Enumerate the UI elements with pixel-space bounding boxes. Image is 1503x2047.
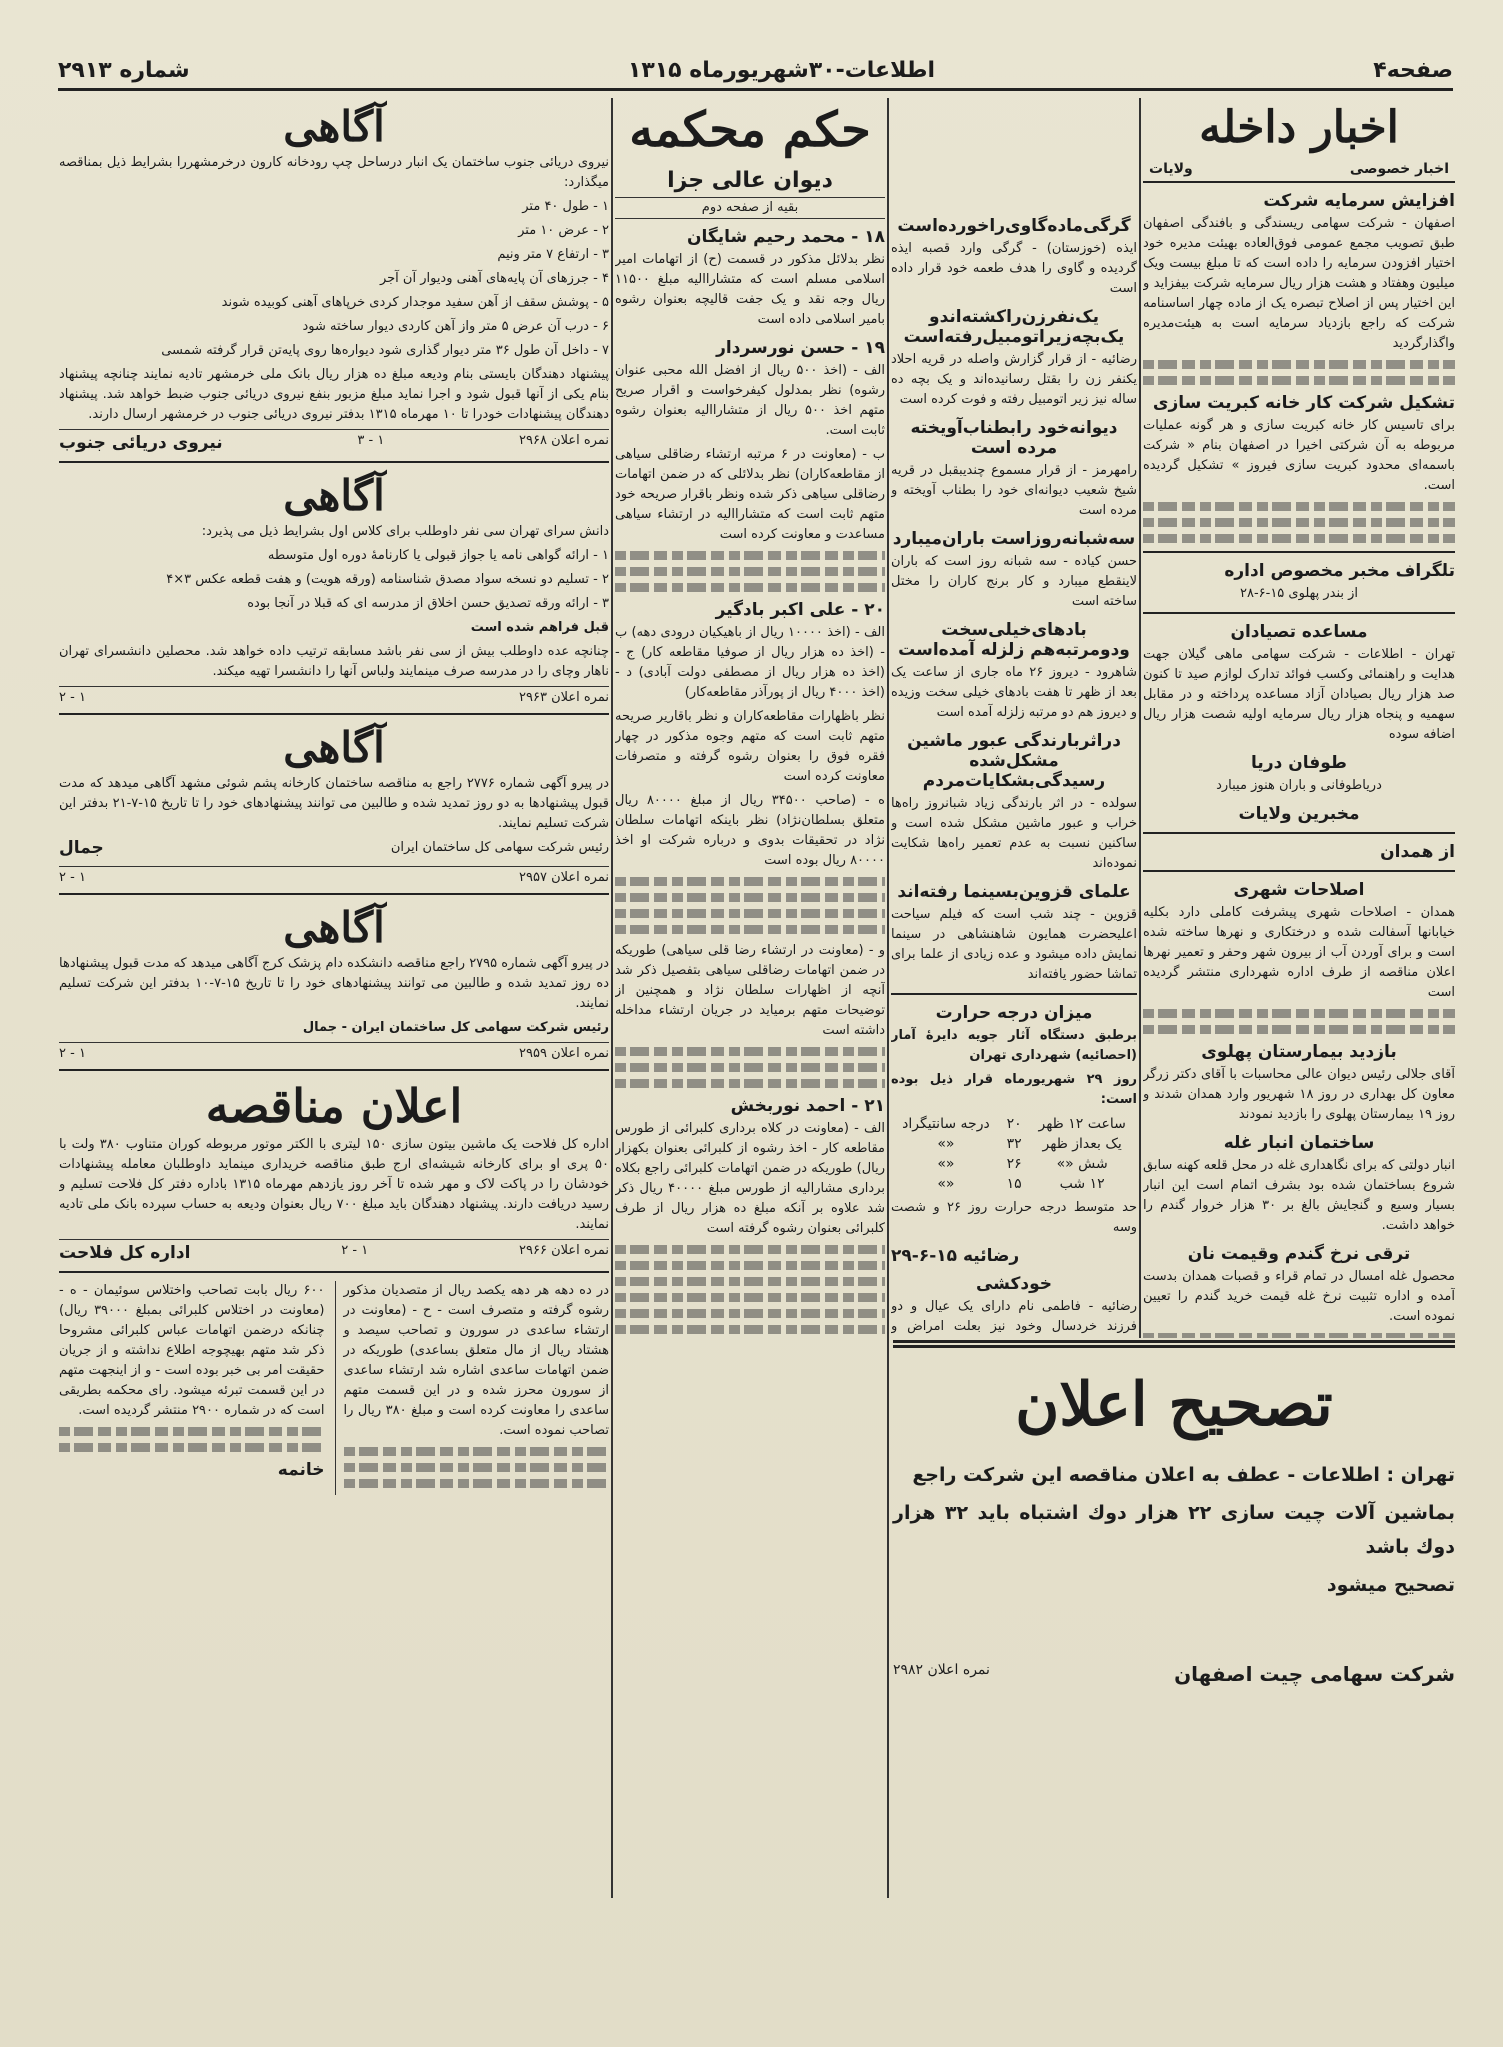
section-title-court-verdict: حکم محکمه [629, 102, 871, 158]
article-fishermen-aid: تهران - اطلاعات - شرکت سهامی ماهی گیلان جهت هدایت و راهنمائی وکسب فوائد تدارک لوازم صید تا کنون صد هزار ریال بصیادان آزاد مساعده پرداخته و در مقابل سهمیه و پنجاه هزار ریال سرمایه اولیه شصت هزار ریال اضافه سوده [1143, 647, 1455, 742]
correction-line-3: تصحیح میشود [1326, 1574, 1455, 1596]
ad-2-item: ۱ - ارائه گواهی نامه یا جواز قبولی یا کارنامهٔ دوره اول متوسطه [267, 548, 609, 563]
article-city-reforms: همدان - اصلاحات شهری پیشرفت کاملی دارد بکلیه خیابانها آسفالت شده و درختکاری و نهرها ساخته شده است و برای آوردن آب از بیرون شهر وحفر و تعمیر نهرها اعلان مناقصه از طرف اداره شهرداری منتشر گردیده است [1143, 905, 1455, 1000]
table-row [891, 1174, 1137, 1194]
headline-suicide: خودکشی [975, 1274, 1053, 1294]
ad-5-sequence: ۱ - ۲ [341, 1243, 369, 1258]
ad-2-item: ۳ - ارائه ورقه تصدیق حسن اخلاق از مدرسه ای که قبلا در آنجا بوده [247, 596, 609, 611]
column-provinces [891, 98, 1137, 1338]
ad-1-body: نیروی دریائی جنوب ساختمان یک انبار درساحل چپ رودخانه کارون درخرمشهررا بشرایط ذیل بمناقصه میگذارد: [59, 155, 609, 190]
page-number: صفحه۴ [1373, 57, 1453, 83]
headline-woman-killed: یک‌نفرزن‌راکشته‌اندو یک‌بچه‌زیراتومبیل‌رفته‌است [903, 307, 1125, 347]
table-cell: «» [937, 1176, 955, 1192]
article-hospital-visit: آقای جلالی رئیس دیوان عالی محاسبات با آقای دکتر زرگر معاون کل بهداری در روز ۱۸ شهریور وارد همدان شدند و روز ۱۹ بیمارستان پهلوی را بازدید نمودند [1143, 1067, 1455, 1122]
ad-1-title: آگاهی [283, 102, 385, 151]
ad-1-item: ۵ - پوشش سقف از آهن سفید موجدار کردی خرپاهای آهنی کوبیده شوند [221, 295, 609, 310]
headline-cinema: علمای قزوین‌بسینما رفته‌اند [897, 882, 1131, 902]
item-21-body: الف - (معاونت در کلاه برداری کلبرائی از طورس مقاطعه کار - اخذ رشوه از کلبرائی بعنوان بکهزار ریال) طوریکه در ضمن اتهامات کلبرائی راجع بکلاه برداری مشارالیه از طورس مبلغ ۴۰۰۰۰ ریال ذکر شد علاوه بر آنکه مبلغ ده هزار ریال از طرف کلبرائی بعنوان رشوه گرفته است [615, 1121, 885, 1236]
subtitle-supreme-court: دیوان عالی جزا [667, 168, 833, 193]
table-cell: ۲۰ [1006, 1116, 1022, 1132]
article-woman-killed: رضائیه - از قرار گزارش واصله در قریه احلاد یکنفر زن را بقتل رسانیده‌اند و یک بچه ده ساله نیز زیر اتومبیل رفته و فوت کرده است [891, 352, 1137, 407]
correction-line-2: بماشین آلات چیت سازی ۲۲ هزار دوك اشتباه باید ۳۲ هزار دوك باشد [893, 1502, 1455, 1558]
ad-4-signature: رئیس شرکت سهامی کل ساختمان ایران - جمال [302, 1020, 609, 1035]
ad-1-notice-number: نمره اعلان ۲۹۶۸ [519, 433, 609, 448]
item-19-title: ۱۹ - حسن نورسردار [716, 338, 885, 358]
table-cell: «» [937, 1136, 955, 1152]
continued-note: بقیه از صفحه دوم [615, 197, 885, 219]
correction-title: تصحیح اعلان [1015, 1370, 1333, 1440]
divider [893, 1340, 1455, 1343]
table-cell: شش «» [1056, 1156, 1108, 1172]
item-20-title: ۲۰ - علی اکبر بادگیر [715, 600, 885, 620]
headline-city-reforms: اصلاحات شهری [1233, 880, 1365, 900]
article-capital-increase: اصفهان - شرکت سهامی ریسندگی و بافندگی اصفهان طبق تصویب مجمع عمومی فوق‌العاده بهیئت مدیره خود اختیار افزودن سرمایه را داده است که تا مبلغ بیست ویک میلیون وهفتاد و هشت هزار ریال سرمایه شرکت بیفزاید و این اختیار پس از اصلاح تبصره یک از ماده چهار اساسنامه شرکت که راجع بازدیاد سرمایه است به هیئت‌مدیره واگذارگردید [1143, 216, 1455, 351]
page-header [58, 52, 1453, 91]
issue-number: شماره ۲۹۱۳ [58, 57, 190, 83]
headline-provincial-reporters: مخبرین ولایات [1238, 804, 1360, 824]
headline-hospital-visit: بازدید بیمارستان پهلوی [1201, 1042, 1397, 1062]
item-20-body-d: و - (معاونت در ارتشاء رضا قلی سیاهی) طوریکه در ضمن اتهامات رضاقلی سیاهی بتفصیل ذکر شد آنچه از اظهارات سلطان نژاد و همچنین از توضیحات متهم برمیاید در جریان ارتشاء مداخله داشته است [615, 943, 885, 1038]
ad-2-sequence: ۱ - ۲ [59, 690, 86, 705]
temperature-table [891, 1114, 1137, 1194]
section-title-domestic-news: اخبار داخله [1199, 102, 1399, 153]
table-row [891, 1134, 1137, 1154]
ad-1-sequence: ۱ - ۳ [357, 433, 385, 448]
ad-3-signature: رئیس شرکت سهامی کل ساختمان ایران [390, 840, 609, 855]
ad-3-notice-number: نمره اعلان ۲۹۵۷ [519, 870, 609, 885]
item-18-title: ۱۸ - محمد رحیم شایگان [686, 227, 885, 247]
tag-private-news: اخبار خصوصی [1349, 161, 1449, 177]
article-grain-warehouse: انبار دولتی که برای نگاهداری غله در محل قلعه کهنه سابق شروع بساختمان شده بود بشرف اتمام است این انبار بسیار وسیع و گنجایش بالغ بر ۳۰ هزار خروار گندم را خواهد داشت. [1143, 1158, 1455, 1233]
ad-2-item: ۲ - تسلیم دو نسخه سواد مصدق شناسنامه (ورقه هویت) و هفت قطعه عکس ۳×۴ [166, 572, 609, 587]
article-wheat-price: محصول غله امسال در تمام قراء و قصبات همدان بدست آمده و اداره تثبیت نرخ غله قیمت خرید گندم را تعیین نموده است. [1143, 1269, 1455, 1324]
dateline-bandar-pahlavi: از بندر پهلوی ۱۵-۶-۲۸ [1239, 586, 1359, 601]
item-19-body-a: الف - (اخذ ۵۰۰ ریال از افضل الله محبی عنوان رشوه) نظر بمدلول کیفرخواست و اقرار صریح متهم اخذ ۵۰۰ ریال از متشاراالیه بعنوان رشوه ثابت است. [615, 363, 885, 438]
article-cinema: قزوین - چند شب است که فیلم سیاحت اعلیحضرت همایون شاهنشاهی در سینما نمایش داده میشود و عده زیادی از علما برای تماشا حضور یافته‌اند [891, 907, 1137, 982]
masthead-date: اطلاعات-۳۰شهریورماه ۱۳۱۵ [627, 57, 936, 83]
column-advertisements [59, 98, 609, 1918]
article-suicide: رضائیه - فاطمی نام دارای یک عیال و دو فرزند خردسال وخود نیز بعلت امراض و [891, 1299, 1137, 1334]
headline-winds-quake: بادهای‌خیلی‌سخت ودومرتبه‌هم زلزله آمده‌است [898, 620, 1130, 660]
article-rain: حسن کیاده - سه شبانه روز است که باران لاینقطع میبارد و کار برنج کاران را مختل ساخته است [891, 554, 1137, 609]
table-cell: ۱۲ شب [1059, 1176, 1105, 1192]
ad-3-sequence: ۱ - ۲ [59, 870, 86, 885]
ad-2-subhead: قبل فراهم شده است [470, 620, 609, 635]
article-match-factory: برای تاسیس کار خانه کبریت سازی و هر گونه عملیات مربوطه به آن شرکتی اخیرا در اصفهان بنام « شرکت باسمه‌ای محدود کبریت سازی فیروز » تشکیل گردیده است. [1143, 418, 1455, 493]
verdict-continued-a: ۶۰۰ ریال بابت تصاحب واختلاس سوئیمان - ه - (معاونت در اختلاس کلبرائی بمبلغ ۳۹۰۰۰ ریال) چنانکه درضمن اتهامات عباس کلبرائی مشروحا ذکر شد متهم بهیچوجه اطلاع نداشته و از جریان حقیقت امر بی خبر بوده است - و از اینجهت متهم در این قسمت تبرئه میشود. رای محکمه بطریقی است که در شماره ۲۹۰۰ منتشر گردیده است. [59, 1283, 325, 1418]
table-cell: ۲۶ [1006, 1156, 1022, 1172]
table-cell: درجه سانتیگراد [902, 1116, 990, 1132]
column-domestic-news [1143, 98, 1455, 1338]
ad-1-signature: نیروی دریائی جنوب [59, 433, 223, 453]
ad-5-title: اعلان مناقصه [205, 1079, 463, 1133]
ad-5-notice-number: نمره اعلان ۲۹۶۶ [519, 1243, 609, 1258]
article-wolf: ایذه (خوزستان) - گرگی وارد قصبه ایذه گردیده و گاوی را هدف طعمه خود قرار داده است [891, 241, 1137, 296]
column-court-verdict [615, 98, 885, 1898]
ad-4-title: آگاهی [283, 903, 385, 952]
column-rule [887, 98, 889, 1898]
headline-rain: سه‌شبانه‌روزاست باران‌میبارد [892, 529, 1136, 549]
ad-2-details: چنانچه عده داوطلب بیش از سی نفر باشد مسابقه ترتیب داده خواهد شد. محصلین دانشسرای تهران ناهار وچای را در مدرسه صرف مینمایند ولباس آنها را دانشسرا تهیه میکند. [59, 644, 609, 679]
headline-sea-storm: طوفان دریا [1251, 753, 1347, 773]
table-cell: ۱۵ [1006, 1176, 1022, 1192]
dateline-rezaiyeh: رضائیه ۱۵-۶-۲۹ [891, 1246, 1020, 1266]
column-rule [611, 98, 613, 1898]
item-19-body-b: ب - (معاونت در ۶ مرتبه ارتشاء رضاقلی سیاهی از مقاطعه‌کاران) نظر بدلائلی که در ضمن اتهامات رضاقلی سیاهی ذکر شده ونظر باقرار صریحه خود متهم ثابت است که متشاراالیه در ارتشاء سیاهی مساعدت و معاونت کرده است [615, 447, 885, 542]
headline-match-factory: تشکیل شرکت کار خانه کبریت سازی [1152, 393, 1455, 413]
ad-1-item: ۳ - ارتفاع ۷ متر ونیم [497, 247, 609, 262]
item-21-title: ۲۱ - احمد نوربخش [730, 1096, 885, 1116]
table-cell: یک بعداز ظهر [1042, 1136, 1122, 1152]
item-20-body-b: نظر باظهارات مقاطعه‌کاران و نظر باقاریر صریحه متهم ثابت است که متهم وجوه مذکور در چهار فقره فوق را بعنوان رشوه گرفته و متصرفات معاونت کرده است [615, 709, 885, 784]
ad-1-details: پیشنهاد دهندگان بایستی بنام ودیعه مبلغ ده هزار ریال بانک ملی خرمشهر تادیه نمایند چنانچه پیشنهاد بنام یکی از آنها قبول شود و اجرا نماید مبلغ مزبور بنفع نیروی دریائی جنوب ضبط خواهد شد. پیشنهاد دهندگان پیشنهادات خودرا تا ۱۰ مهرماه ۱۳۱۵ بدفتر نیروی دریائی جنوب در خرمشهر ارسال دارند. [59, 367, 609, 422]
correction-line-1: تهران : اطلاعات - عطف به اعلان مناقصه این شرکت راجع [912, 1464, 1455, 1486]
item-20-body-c: ه - (صاحب ۳۴۵۰۰ ریال از مبلغ ۸۰۰۰۰ ریال متعلق بسلطان‌نژاد) نظر باینکه اتهامات سلطان نژاد در تحقیقات بدوی و درباره شرکت او اخذ ۸۰۰۰۰ ریال بوده است [615, 793, 885, 868]
article-winds-quake: شاهرود - دیروز ۲۶ ماه جاری از ساعت یک بعد از ظهر تا هفت بادهای خیلی سخت وزیده و دیروز هم دو مرتبه زلزله آمده است [891, 665, 1137, 720]
headline-wolf: گرگی‌ماده‌گاوی‌راخورده‌است [897, 216, 1131, 236]
correction-notice [893, 1345, 1455, 1948]
ad-1-item: ۶ - درب آن عرض ۵ متر واز آهن کاردی دیوار ساخته شود [302, 319, 609, 334]
temperature-average: حد متوسط درجه حرارت روز ۲۶ و شصت وسه [891, 1200, 1137, 1235]
headline-fishermen-aid: مساعده تصیادان [1230, 622, 1368, 642]
table-cell: «» [937, 1156, 955, 1172]
headline-telegraph: تلگراف مخبر مخصوص اداره [1224, 561, 1455, 581]
table-cell: ساعت ۱۲ ظهر [1038, 1116, 1126, 1132]
temperature-date: روز ۲۹ شهریورماه قرار ذیل بوده است: [891, 1072, 1137, 1107]
ad-3-body: در پیرو آگهی شماره ۲۷۷۶ راجع به مناقصه ساختمان کارخانه پشم شوئی مشهد آگاهی میدهد که مدت قبول پیشنهادها به دو روز تمدید شده و طالبین می توانند پیشنهادهای خود را تا تاریخ ۱۵-۷-۲۱ بدفتر این شرکت تسلیم نمایند. [59, 776, 609, 831]
ad-1-item: ۴ - جرزهای آن پایه‌های آهنی ودیوار آن آجر [379, 271, 609, 286]
verdict-continued-b: در ده دهه هر دهه یکصد ریال از متصدیان مذکور رشوه گرفته و متصرف است - ح - (معاونت در ارتشاء ساعدی در سورون و تصاحب سیصد و هشتاد ریال از مال متعلق بساعدی) طوریکه در ضمن اتهامات ساعدی اشاره شد ارتشاء ساعدی از سورون محرز شده و در این قسمت متهم ساعدی را معاونت کرده است و مبلغ ۳۸۰ ریال را تصاحب نموده است. [343, 1283, 609, 1438]
table-cell: ۳۲ [1006, 1136, 1022, 1152]
tag-provinces: ولایات [1149, 161, 1193, 177]
headline-grain-warehouse: ساختمان انبار غله [1223, 1133, 1375, 1153]
table-row [891, 1114, 1137, 1134]
ad-4-sequence: ۱ - ۲ [59, 1046, 86, 1061]
ad-4-notice-number: نمره اعلان ۲۹۵۹ [519, 1046, 609, 1061]
headline-roads: دراثربارندگی عبور ماشین مشکل‌شده رسیدگی‌بشکایات‌مردم [907, 731, 1121, 791]
ad-2-notice-number: نمره اعلان ۲۹۶۳ [519, 690, 609, 705]
item-20-body-a: الف - (اخذ ۱۰۰۰۰ ریال از باهیکیان درودی دهه) ب - (اخذ ده هزار ریال از صوفیا مقاطعه کار) ج - (اخذ ده هزار ریال از مصطفی دولت آبادی) د - (اخذ ۴۰۰۰ ریال از پورآذر مقاطعه‌کار) [615, 625, 885, 700]
headline-wheat-price: ترقی نرخ گندم وقیمت نان [1187, 1244, 1411, 1264]
ad-5-signature: اداره کل فلاحت [59, 1243, 191, 1263]
article-roads: سولده - در اثر بارندگی زیاد شبانروز راه‌ها خراب و عبور ماشین مشکل شده است و ساکنین نسبت به عدم تعمیر راه‌ها شکایت نموده‌اند [891, 796, 1137, 871]
ad-3-signature-name: جمال [59, 838, 104, 858]
article-hanged: رامهرمز - از قرار مسموع چندیبقبل در قریه شیخ شعیب دیوانه‌ای خود را بطناب آویخته و مرده است [891, 463, 1137, 518]
ad-1-item: ۷ - داخل آن طول ۳۶ متر دیوار گذاری شود دیواره‌ها روی پایه‌تن قرار گرفته شمسی [161, 343, 609, 358]
ad-5-body: اداره کل فلاحت یک ماشین بیتون سازی ۱۵۰ لیتری با الکتر موتور مربوطه کوران متناوب ۳۸۰ ولت با ۵۰ پری او برای کارخانه شیشه‌ای ارج طبق مناقصه خریداری مینماید داوطلبان معامله پیشنهادات خودشان را در پاکت لاک و مهر شده تا آخر روز یازدهم مهرماه ۱۳۱۵ باداره دفتر کل فلاحت تسلیم و رسید دریافت دارند. پیشنهاد دهندگان باید مبلغ ۷۰۰ ریال بعنوان ودیعه به حساب سپرده بانک ملی تادیه نمایند. [59, 1137, 609, 1232]
correction-signature: شرکت سهامی چیت اصفهان [1174, 1662, 1455, 1686]
correction-notice-number: نمره اعلان ۲۹۸۲ [893, 1662, 990, 1678]
headline-temperature: میزان درجه حرارت [935, 1003, 1093, 1023]
ad-1-item: ۲ - عرض ۱۰ متر [518, 223, 609, 238]
dateline-hamadan: از همدان [1380, 842, 1455, 862]
headline-hanged: دیوانه‌خود رابطناب‌آویخته مرده است [910, 418, 1118, 458]
table-row [891, 1154, 1137, 1174]
ad-1-item: ۱ - طول ۴۰ متر [522, 199, 609, 214]
ad-4-body: در پیرو آگهی شماره ۲۷۹۵ راجع مناقصه دانشکده دام پزشک کرج آگاهی میدهد که مدت قبول پیشنهادها ده روز تمدید شده و طالبین می توانند پیشنهادهای خود را تا تاریخ ۱۵-۷-۱۰ بدفتر این شرکت تسلیم نمایند. [59, 956, 609, 1011]
verdict-closing: خانمه [277, 1460, 325, 1480]
ad-2-body: دانش سرای تهران سی نفر داوطلب برای کلاس اول بشرایط ذیل می پذیرد: [201, 524, 609, 539]
headline-capital-increase: افزایش سرمایه شرکت [1263, 191, 1455, 211]
temperature-source: برطبق دستگاه آثار جویه دایرهٔ آمار (احصائیه) شهرداری تهران [891, 1028, 1137, 1063]
column-rule [1139, 98, 1141, 1338]
ad-2-title: آگاهی [283, 471, 385, 520]
article-sea-storm: دریاطوفانی و باران هنوز میبارد [1216, 778, 1382, 793]
item-18-body: نظر بدلائل مذکور در قسمت (ح) از اتهامات امیر اسلامی مسلم است که متشاراالیه مبلغ ۱۱۵۰۰ ریال وجه نقد و یک جفت قالیچه بعنوان رشوه بامیر اسلامی داده است [615, 252, 885, 327]
ad-3-title: آگاهی [283, 723, 385, 772]
